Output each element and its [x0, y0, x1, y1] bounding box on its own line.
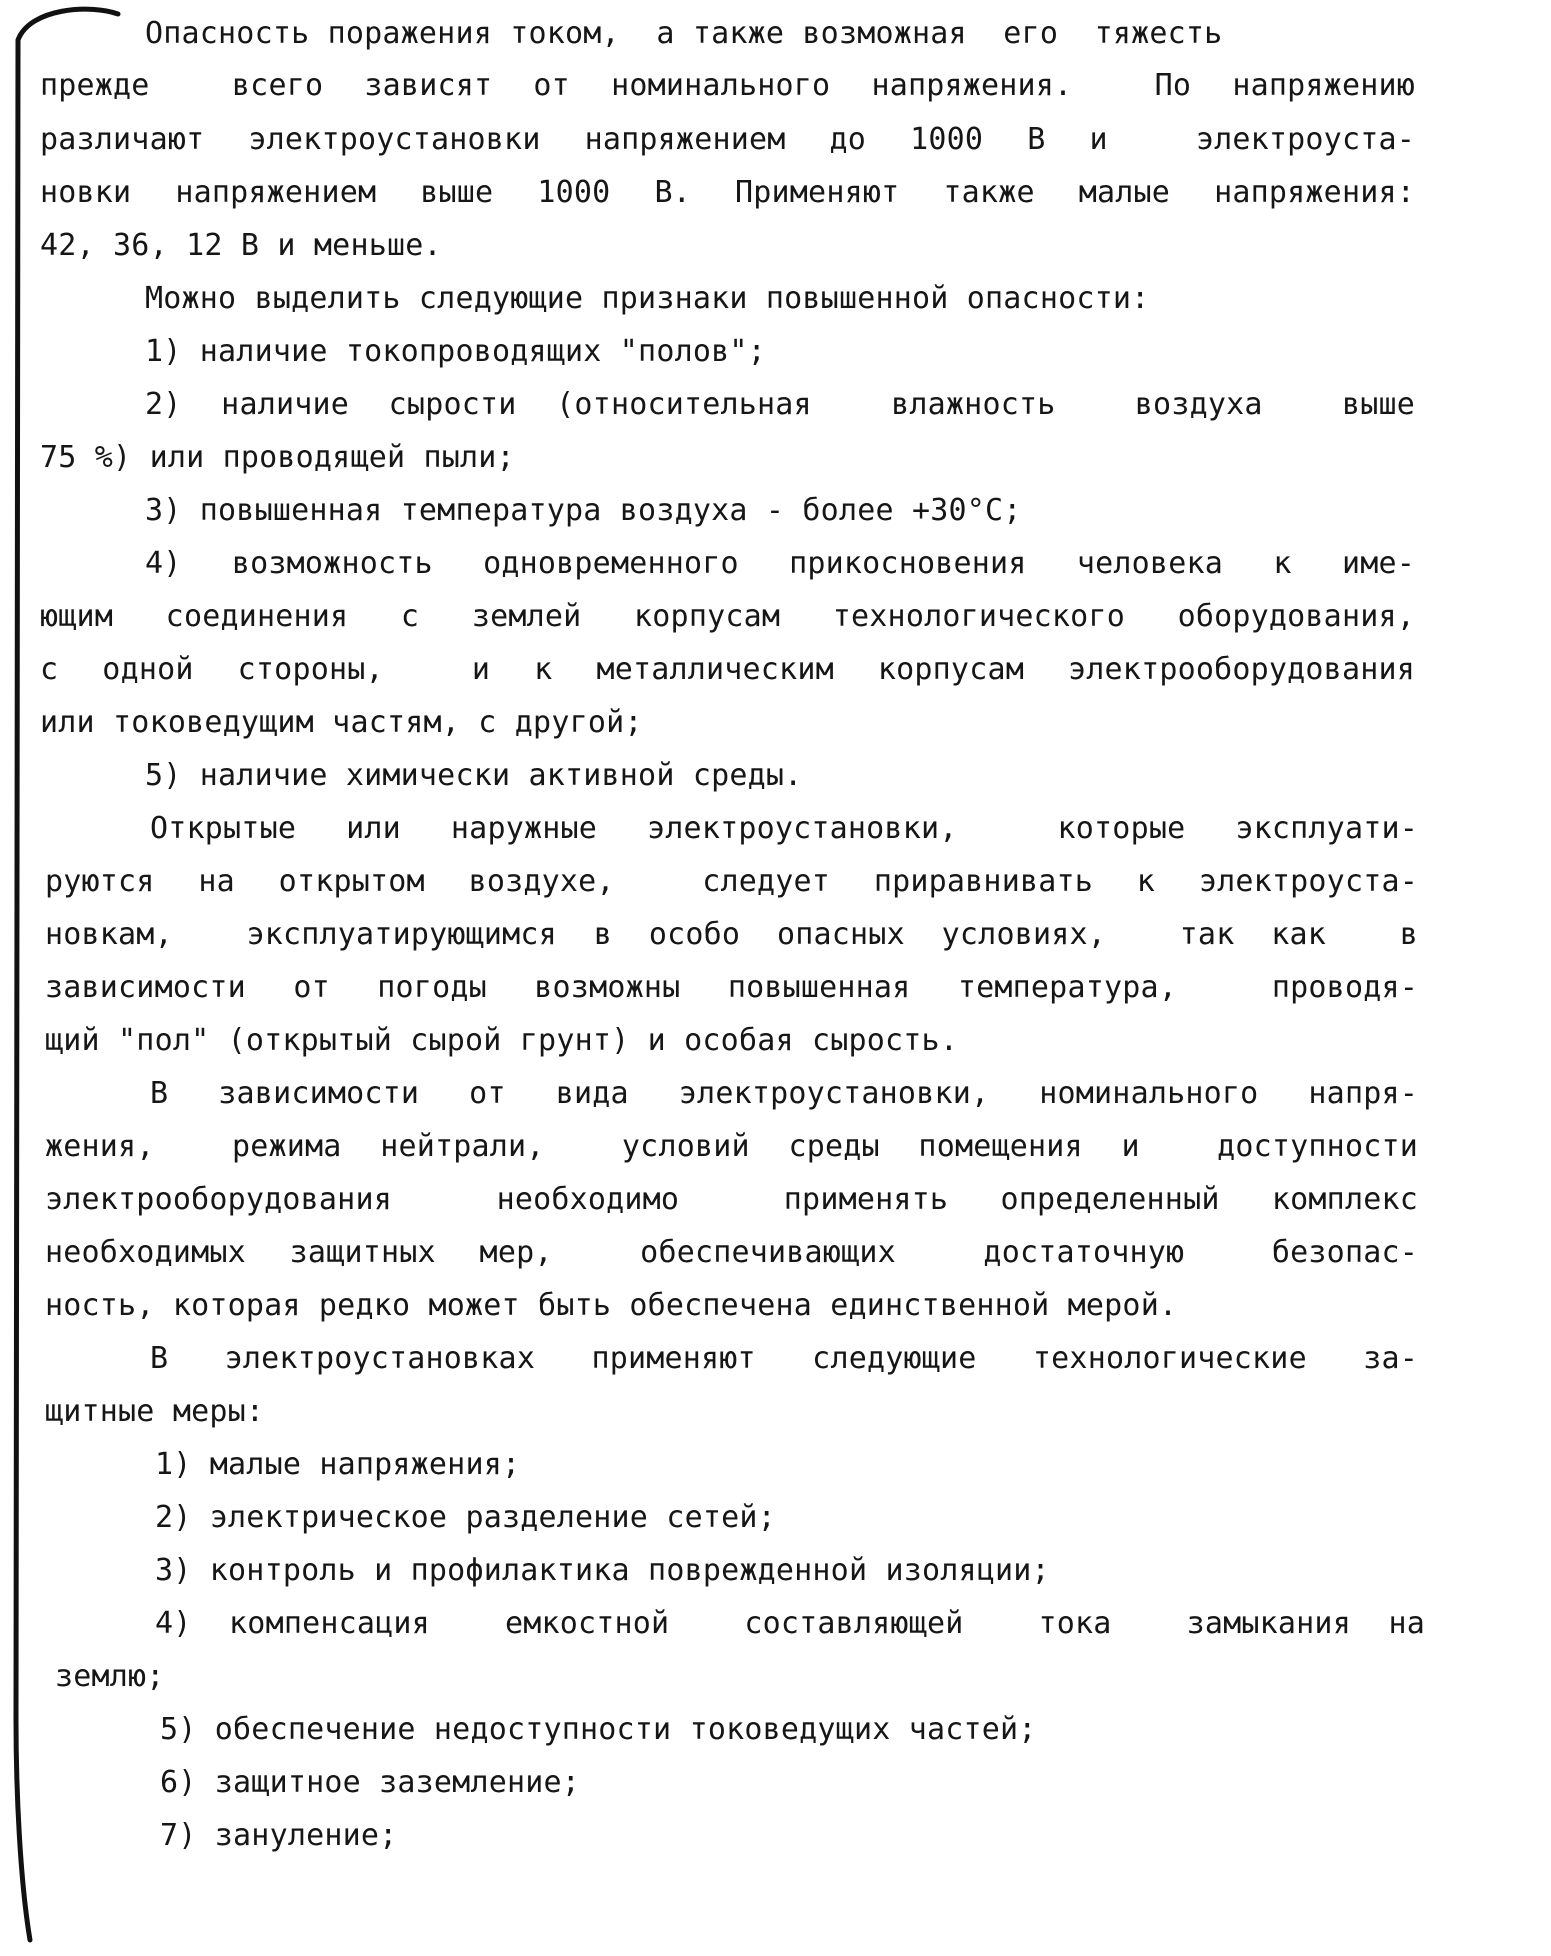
text-line: 5) наличие химически активной среды. — [145, 758, 803, 793]
text-line: Открытые или наружные электроустановки, которые эксплуати- — [150, 811, 1418, 846]
text-line: или токоведущим частям, с другой; — [40, 705, 643, 740]
text-line: 1) малые напряжения; — [155, 1447, 521, 1482]
text-line: 6) защитное заземление; — [160, 1765, 581, 1800]
text-line: 75 %) или проводящей пыли; — [40, 440, 515, 475]
text-line: новкам, эксплуатирующимся в особо опасных условиях, так как в — [45, 917, 1418, 952]
text-line: 2) электрическое разделение сетей; — [155, 1500, 776, 1535]
text-line: ность, которая редко может быть обеспечена единственной мерой. — [45, 1288, 1178, 1323]
text-line: прежде всего зависят от номинального напряжения. По напряжению — [40, 68, 1415, 103]
text-line: различают электроустановки напряжением до 1000 В и электроуста- — [40, 122, 1415, 157]
text-line: В зависимости от вида электроустановки, номинального напря- — [150, 1076, 1418, 1111]
text-line: необходимых защитных мер, обеспечивающих достаточную безопас- — [45, 1235, 1418, 1270]
text-line: ющим соединения с землей корпусам технологического оборудования, — [40, 599, 1415, 634]
text-line: жения, режима нейтрали, условий среды помещения и доступности — [45, 1129, 1418, 1164]
text-line: Можно выделить следующие признаки повышенной опасности: — [145, 281, 1150, 316]
text-line: землю; — [55, 1659, 165, 1694]
text-line: руются на открытом воздухе, следует приравнивать к электроуста- — [45, 864, 1418, 899]
text-line: В электроустановках применяют следующие технологические за- — [150, 1341, 1418, 1376]
text-line: 3) контроль и профилактика поврежденной изоляции; — [155, 1553, 1050, 1588]
text-line: электрооборудования необходимо применять определенный комплекс — [45, 1182, 1418, 1217]
text-line: новки напряжением выше 1000 В. Применяют также малые напряжения: — [40, 175, 1415, 210]
text-line: зависимости от погоды возможны повышенная температура, проводя- — [45, 970, 1418, 1005]
text-line: щитные меры: — [45, 1394, 265, 1429]
text-line: 3) повышенная температура воздуха - более +30°С; — [145, 493, 1022, 528]
text-line: 4) компенсация емкостной составляющей тока замыкания на — [155, 1606, 1425, 1641]
text-line: 5) обеспечение недоступности токоведущих частей; — [160, 1712, 1037, 1747]
text-line: 7) зануление; — [160, 1818, 398, 1853]
text-line: 4) возможность одновременного прикосновения человека к име- — [145, 546, 1415, 581]
text-line: 42, 36, 12 В и меньше. — [40, 228, 442, 263]
text-line: 2) наличие сырости (относительная влажность воздуха выше — [145, 387, 1415, 422]
text-line: 1) наличие токопроводящих "полов"; — [145, 334, 766, 369]
text-line: Опасность поражения током, а также возможная его тяжесть — [145, 16, 1223, 51]
text-line: с одной стороны, и к металлическим корпусам электрооборудования — [40, 652, 1415, 687]
text-line: щий "пол" (открытый сырой грунт) и особая сырость. — [45, 1023, 959, 1058]
